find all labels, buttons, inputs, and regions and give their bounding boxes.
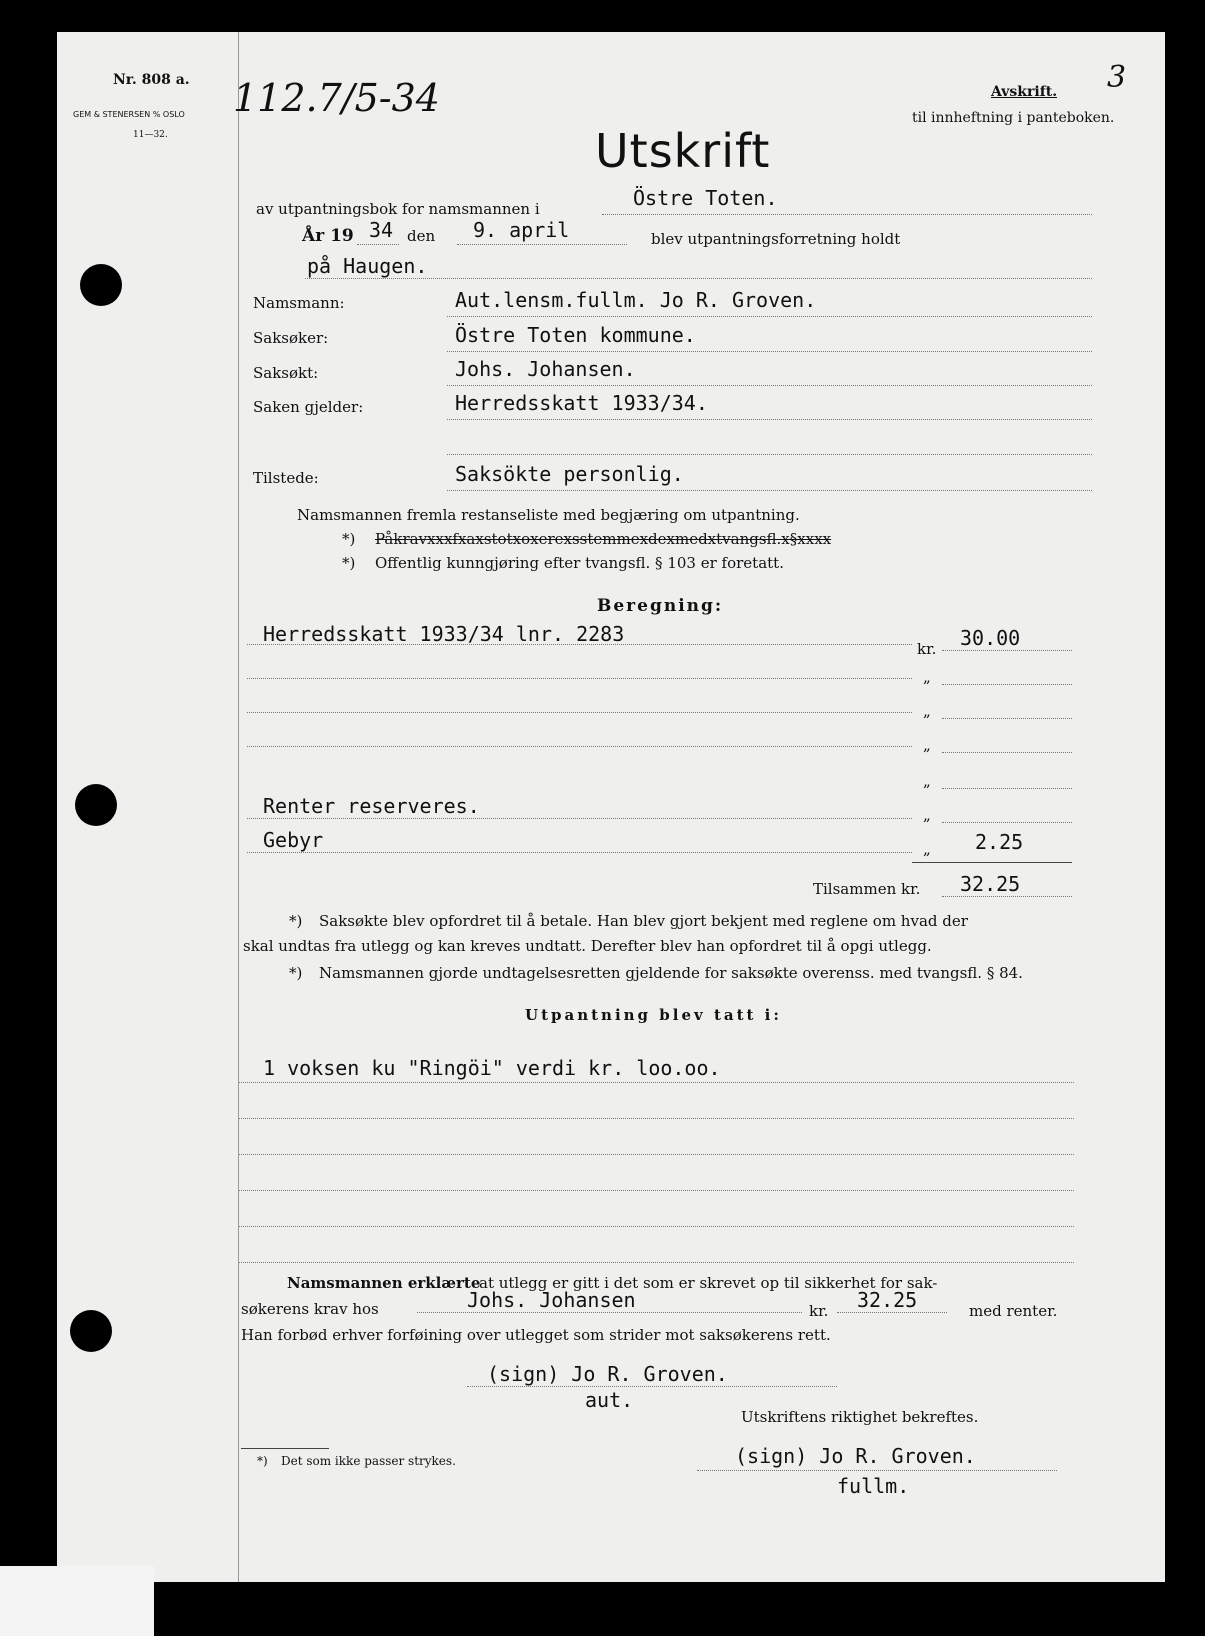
place-value: på Haugen. (307, 254, 428, 278)
signature-1: (sign) Jo R. Groven. (487, 1362, 728, 1386)
field-dots-6 (447, 490, 1092, 491)
kr-label: kr. (917, 640, 937, 658)
declaration-line-1: at utlegg er gitt i det som er skrevet op til sikkerhet for sak- (479, 1274, 938, 1292)
beregning-dots-4 (247, 746, 912, 747)
beregning-dots-5 (247, 818, 912, 819)
gebyr-amount: 2.25 (975, 830, 1024, 854)
field-dots-5 (447, 454, 1092, 455)
field-value-saken-gjelder: Herredsskatt 1933/34. (455, 391, 708, 415)
amount-dots-1 (942, 650, 1072, 651)
ditto-4: „ (923, 772, 931, 790)
binder-hole (80, 264, 122, 306)
ditto-1: „ (923, 668, 931, 686)
document-page (57, 32, 1165, 1582)
field-value-tilstede: Saksökte personlig. (455, 462, 684, 486)
margin-line (238, 32, 239, 1582)
utp-dots-6 (239, 1262, 1074, 1263)
utp-dots-4 (239, 1190, 1074, 1191)
utp-dots-3 (239, 1154, 1074, 1155)
print-date: 11—32. (133, 130, 168, 140)
year-value: 34 (369, 218, 394, 242)
binder-hole (75, 784, 117, 826)
field-value-saksoker: Östre Toten kommune. (455, 323, 696, 347)
beregning-heading: Beregning: (597, 596, 724, 616)
field-dots-1 (447, 316, 1092, 317)
utpantning-heading: Utpantning blev tatt i: (525, 1006, 782, 1024)
field-value-saksokt: Johs. Johansen. (455, 357, 636, 381)
amount-dots-5 (942, 788, 1072, 789)
declaration-lead: Namsmannen erklærte (287, 1274, 481, 1292)
purpose-label: til innheftning i panteboken. (912, 110, 1115, 126)
field-label-saksoker: Saksøker: (253, 329, 329, 347)
date-value: 9. april (473, 218, 570, 242)
archive-tab (0, 1566, 154, 1636)
place-dots (305, 278, 1092, 279)
footnote-rule (241, 1448, 329, 1449)
beregning-item-1: Herredsskatt 1933/34 lnr. 2283 (263, 622, 625, 646)
field-label-tilstede: Tilstede: (253, 469, 319, 487)
printer-name: GEM & STENERSEN % OSLO (73, 110, 185, 119)
utp-dots-1 (239, 1082, 1074, 1083)
beregning-dots-2 (247, 678, 912, 679)
declaration-line-2-pre: søkerens krav hos (241, 1300, 379, 1318)
renter-line: Renter reserveres. (263, 794, 480, 818)
beregning-dots-6 (247, 852, 912, 853)
signature-1-title: aut. (585, 1388, 634, 1412)
document-title: Utskrift (595, 124, 771, 178)
beregning-dots-1 (247, 644, 912, 645)
handwritten-reference: 112.7/5-34 (233, 76, 440, 120)
field-label-saken-gjelder: Saken gjelder: (253, 398, 364, 416)
amount-dots-4 (942, 752, 1072, 753)
amount-dots-3 (942, 718, 1072, 719)
field-label-namsmann: Namsmann: (253, 294, 345, 312)
utpantning-item: 1 voksen ku "Ringöi" verdi kr. loo.oo. (263, 1056, 721, 1080)
form-number: Nr. 808 a. (113, 72, 190, 88)
debtor-dots (417, 1312, 802, 1313)
ditto-5: „ (923, 806, 931, 824)
field-label-saksokt: Saksøkt: (253, 364, 319, 382)
signature-2-title: fullm. (837, 1474, 910, 1498)
gebyr-label: Gebyr (263, 828, 324, 852)
intro-label: av utpantningsbok for namsmannen i (256, 200, 540, 218)
binder-hole (70, 1310, 112, 1352)
total-dots (942, 896, 1072, 897)
paragraph-2: Namsmannen gjorde undtagelsesretten gjeldende for saksøkte overenss. med tvangsfl. § 84. (319, 964, 1023, 982)
paragraph-1a: Saksøkte blev opfordret til å betale. Han blev gjort bekjent med reglene om hvad der (319, 912, 968, 930)
den-label: den (407, 227, 436, 245)
amount-dots-2 (942, 684, 1072, 685)
footnote-text: Det som ikke passer strykes. (281, 1454, 456, 1468)
declaration-debtor: Johs. Johansen (467, 1288, 636, 1312)
declaration-amount: 32.25 (857, 1288, 918, 1312)
beregning-dots-3 (247, 712, 912, 713)
para-mark-1: *) (289, 912, 303, 930)
footnote-mark: *) (257, 1454, 268, 1468)
sum-rule (912, 862, 1072, 863)
signature-2: (sign) Jo R. Groven. (735, 1444, 976, 1468)
field-dots-2 (447, 351, 1092, 352)
total-amount: 32.25 (960, 872, 1021, 896)
item-1-amount: 30.00 (960, 626, 1021, 650)
date-dots (457, 244, 627, 245)
avskrift-label: Avskrift. (991, 84, 1058, 100)
utp-dots-2 (239, 1118, 1074, 1119)
ditto-3: „ (923, 736, 931, 754)
sig1-dots (467, 1386, 837, 1387)
field-dots-3 (447, 385, 1092, 386)
notice-mark-3: *) (342, 554, 356, 572)
paragraph-1b: skal undtas fra utlegg og kan kreves undtatt. Derefter blev han opfordret til å opgi utlegg. (243, 937, 932, 955)
declaration-line-3: Han forbød erhver forføining over utlegget som strider mot saksøkerens rett. (241, 1326, 831, 1344)
amount-dots-6 (942, 822, 1072, 823)
utp-dots-5 (239, 1226, 1074, 1227)
field-dots-4 (447, 419, 1092, 420)
held-label: blev utpantningsforretning holdt (651, 230, 901, 248)
year-dots (357, 244, 399, 245)
notice-line-1: Namsmannen fremla restanseliste med begjæring om utpantning. (297, 506, 800, 524)
ditto-2: „ (923, 702, 931, 720)
declaration-line-2-post: med renter. (969, 1302, 1058, 1320)
certify-text: Utskriftens riktighet bekreftes. (741, 1408, 979, 1426)
notice-mark-2: *) (342, 530, 356, 548)
notice-line-3: Offentlig kunngjøring efter tvangsfl. § 103 er foretatt. (375, 554, 784, 572)
field-value-namsmann: Aut.lensm.fullm. Jo R. Groven. (455, 288, 817, 312)
declaration-kr-label: kr. (809, 1302, 829, 1320)
notice-struck-line: Påkravxxxfxaxstotxoxerexsstemmexdexmedxtvangsfl.x§xxxx (375, 530, 832, 548)
para-mark-2: *) (289, 964, 303, 982)
year-label: År 19 (302, 226, 354, 246)
amount-dots (837, 1312, 947, 1313)
district-dots (602, 214, 1092, 215)
page-number: 3 (1107, 60, 1127, 95)
ditto-6: „ (923, 840, 931, 858)
sig2-dots (697, 1470, 1057, 1471)
district-value: Östre Toten. (633, 186, 778, 210)
total-label: Tilsammen kr. (813, 880, 921, 898)
